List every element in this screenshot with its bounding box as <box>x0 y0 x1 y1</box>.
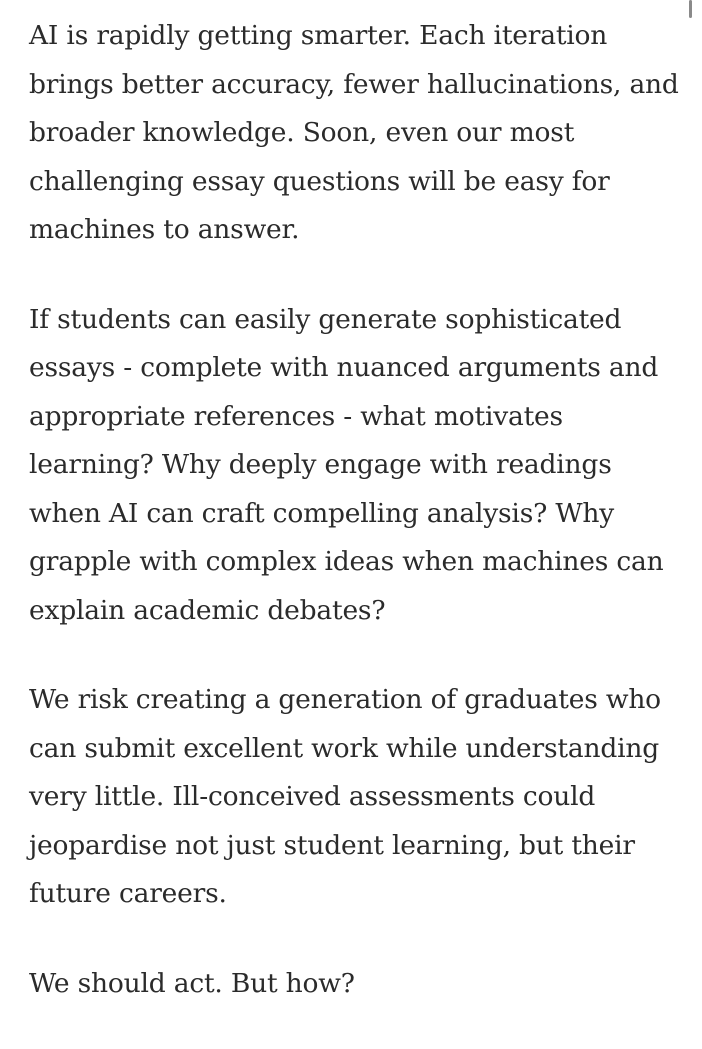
paragraph-2: If students can easily generate sophisticated essays - complete with nuanced arguments and appropriate references - what motivates learning? Why deeply engage with readings when AI can craft compelling analysis? Why grapple with complex ideas when machines can explain academic debates? <box>29 303 664 626</box>
article-body <box>29 12 679 1049</box>
paragraph-1: AI is rapidly getting smarter. Each iteration brings better accuracy, fewer hallucinations, and broader knowledge. Soon, even our most challenging essay questions will be easy for machines to answer. <box>29 20 679 245</box>
paragraph-3: We risk creating a generation of graduates who can submit excellent work while understanding very little. Ill-conceived assessments could jeopardise not just student learning, but their future careers. <box>29 684 661 909</box>
scrollbar-thumb[interactable] <box>689 0 692 18</box>
paragraph-4: We should act. But how? <box>29 967 355 999</box>
